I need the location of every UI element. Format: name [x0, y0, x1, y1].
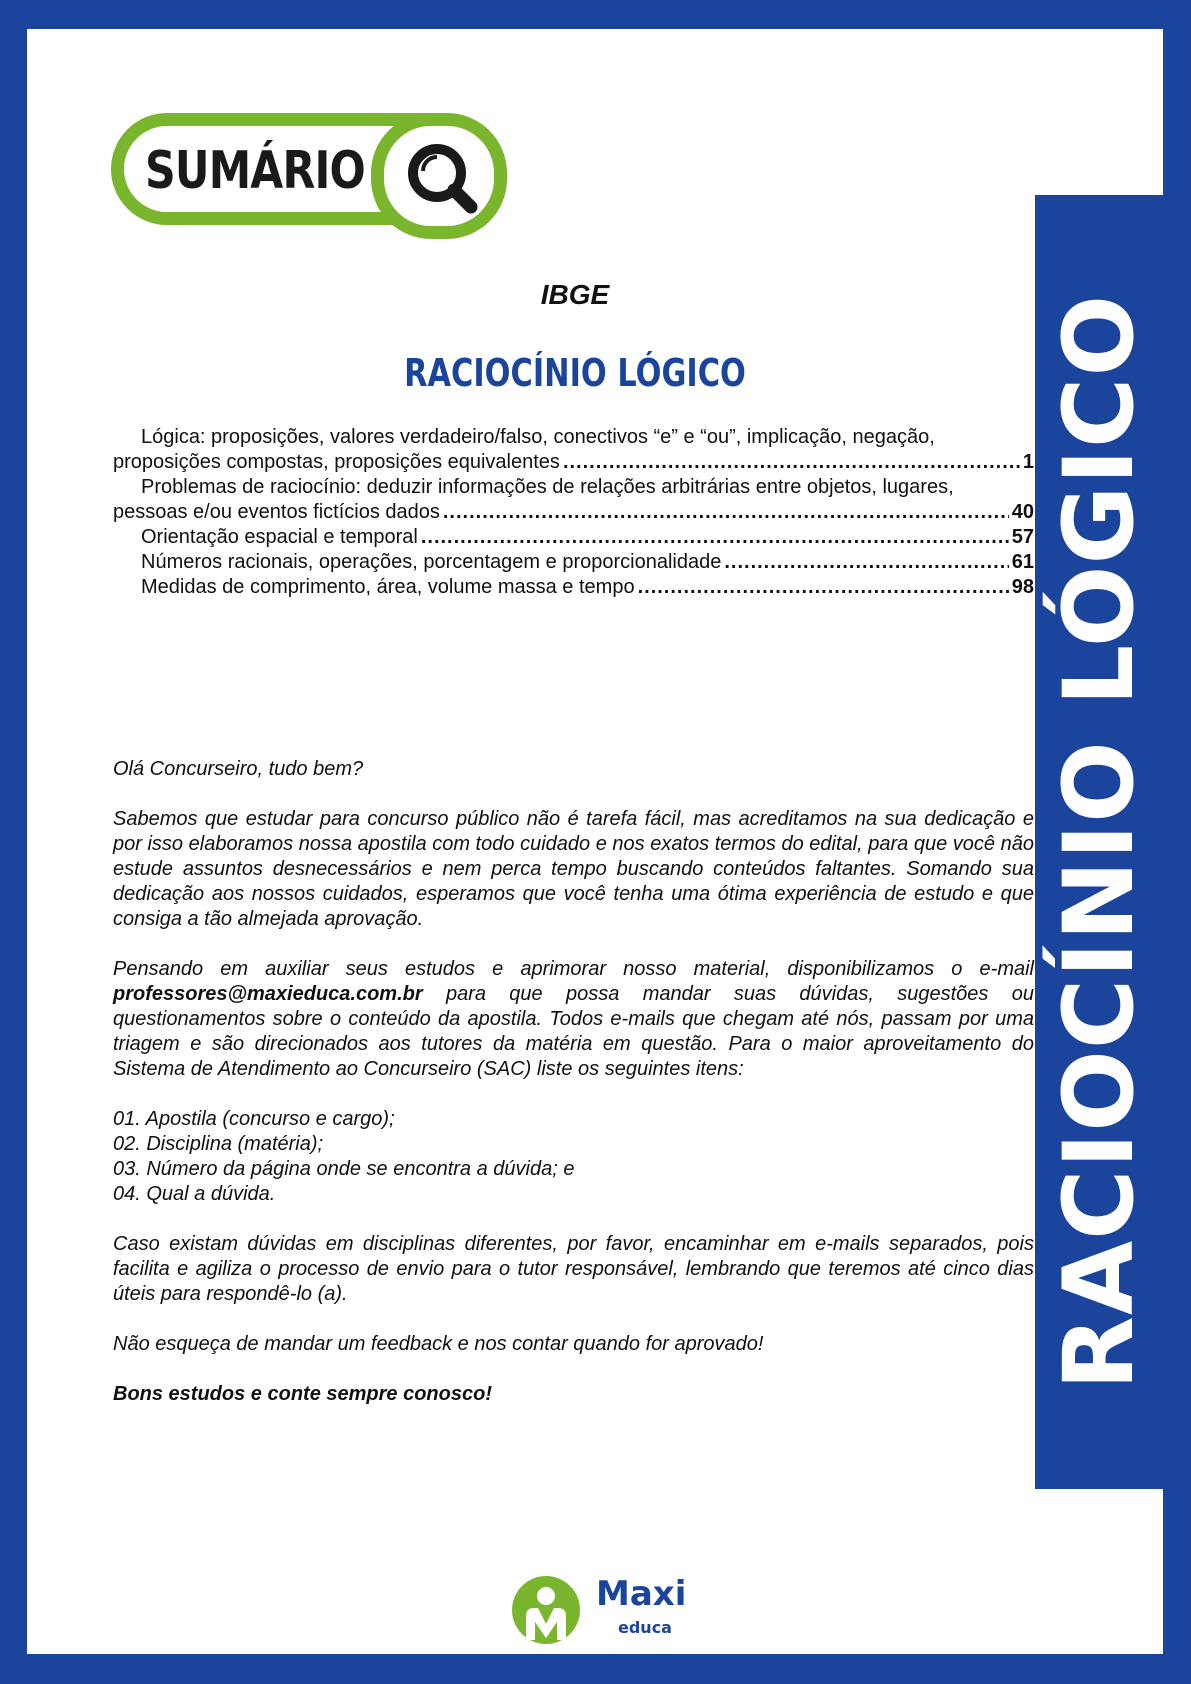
toc-entry-text: Problemas de raciocínio: deduzir informações de relações arbitrárias entre objetos, lugares, [141, 476, 954, 498]
magnifier-icon [391, 131, 491, 221]
toc-entry[interactable] [113, 525, 1034, 550]
sumario-word: SUMÁRIO [145, 141, 365, 201]
sumario-logo [111, 113, 507, 239]
sac-item-list [113, 1107, 1034, 1207]
letter-text: Pensando em auxiliar seus estudos e aprimorar nosso material, disponibilizamos o e-mail [113, 958, 1034, 980]
list-item: 04. Qual a dúvida. [113, 1183, 276, 1205]
welcome-letter [113, 757, 1034, 1432]
letter-paragraph: Sabemos que estudar para concurso público não é tarefa fácil, mas acreditamos na sua dedicação e por isso elaboramos nossa apostila com todo cuidado e nos exatos termos do edital, para que você não estude assuntos desnecessários e nem perca tempo buscando conteúdos faltantes. Somando sua dedicação aos nossos cuidados, esperamos que você tenha uma ótima experiência de estudo e que consiga a tão almejada aprovação. [113, 808, 1034, 930]
toc-entry[interactable] [113, 575, 1034, 600]
table-of-contents [113, 425, 1034, 600]
exam-title: IBGE [540, 279, 610, 310]
maxi-educa-logo [510, 1572, 710, 1652]
toc-page-number: 40 [1011, 501, 1034, 523]
maxi-sub: educa [618, 1618, 672, 1637]
letter-greeting: Olá Concurseiro, tudo bem? [113, 758, 364, 780]
support-email-link[interactable]: professores@maxieduca.com.br [113, 983, 423, 1005]
toc-page-number: 57 [1011, 526, 1034, 548]
list-item: 03. Número da página onde se encontra a dúvida; e [113, 1158, 575, 1180]
toc-entry-text: Medidas de comprimento, área, volume massa e tempo [141, 576, 635, 598]
maxi-person-icon [510, 1572, 590, 1652]
toc-page-number: 61 [1011, 551, 1034, 573]
letter-paragraph: Caso existam dúvidas em disciplinas diferentes, por favor, encaminhar em e-mails separados, pois facilita e agiliza o processo de envio para o tutor responsável, lembrando que teremos até cinco dias úteis para respondê-lo (a). [113, 1233, 1034, 1305]
toc-leader [638, 575, 1009, 600]
letter-paragraph: Não esqueça de mandar um feedback e nos contar quando for aprovado! [113, 1333, 764, 1355]
toc-entry-text: pessoas e/ou eventos fictícios dados [113, 501, 440, 523]
toc-page-number: 1 [1022, 451, 1034, 473]
toc-entry[interactable] [113, 425, 1034, 475]
subject-title: RACIOCÍNIO LÓGICO [404, 351, 746, 395]
toc-entry[interactable] [113, 550, 1034, 575]
closing-text: Bons estudos e conte sempre conosco! [113, 1383, 492, 1405]
toc-leader [421, 525, 1009, 550]
page [27, 29, 1163, 1654]
letter-text: para que possa mandar suas dúvidas, sugestões ou questionamentos sobre o conteúdo da apostila. Todos e-mails que chegam até nós, passam por uma triagem e são direcionados aos tutores da matéria em questão. Para o maior aproveitamento do Sistema de Atendimento ao Concurseiro (SAC) liste os seguintes itens: [113, 983, 1034, 1080]
letter-paragraph [113, 957, 1034, 1082]
toc-leader [724, 550, 1008, 575]
toc-entry-text: Orientação espacial e temporal [141, 526, 418, 548]
toc-entry-text: Lógica: proposições, valores verdadeiro/falso, conectivos “e” e “ou”, implicação, negação, [141, 426, 935, 448]
toc-entry-text: Números racionais, operações, porcentagem e proporcionalidade [141, 551, 722, 573]
list-item: 01. Apostila (concurso e cargo); [113, 1108, 395, 1130]
toc-entry[interactable] [113, 475, 1034, 525]
toc-entry-text: proposições compostas, proposições equivalentes [113, 451, 560, 473]
list-item: 02. Disciplina (matéria); [113, 1133, 324, 1155]
toc-page-number: 98 [1011, 576, 1034, 598]
side-subject-band [1035, 195, 1164, 1489]
toc-leader [563, 450, 1020, 475]
toc-leader [443, 500, 1009, 525]
maxi-brand: Maxi [596, 1574, 687, 1614]
side-subject-label: RACIOCÍNIO LÓGICO [1043, 293, 1156, 1391]
letter-closing [113, 1382, 1034, 1407]
